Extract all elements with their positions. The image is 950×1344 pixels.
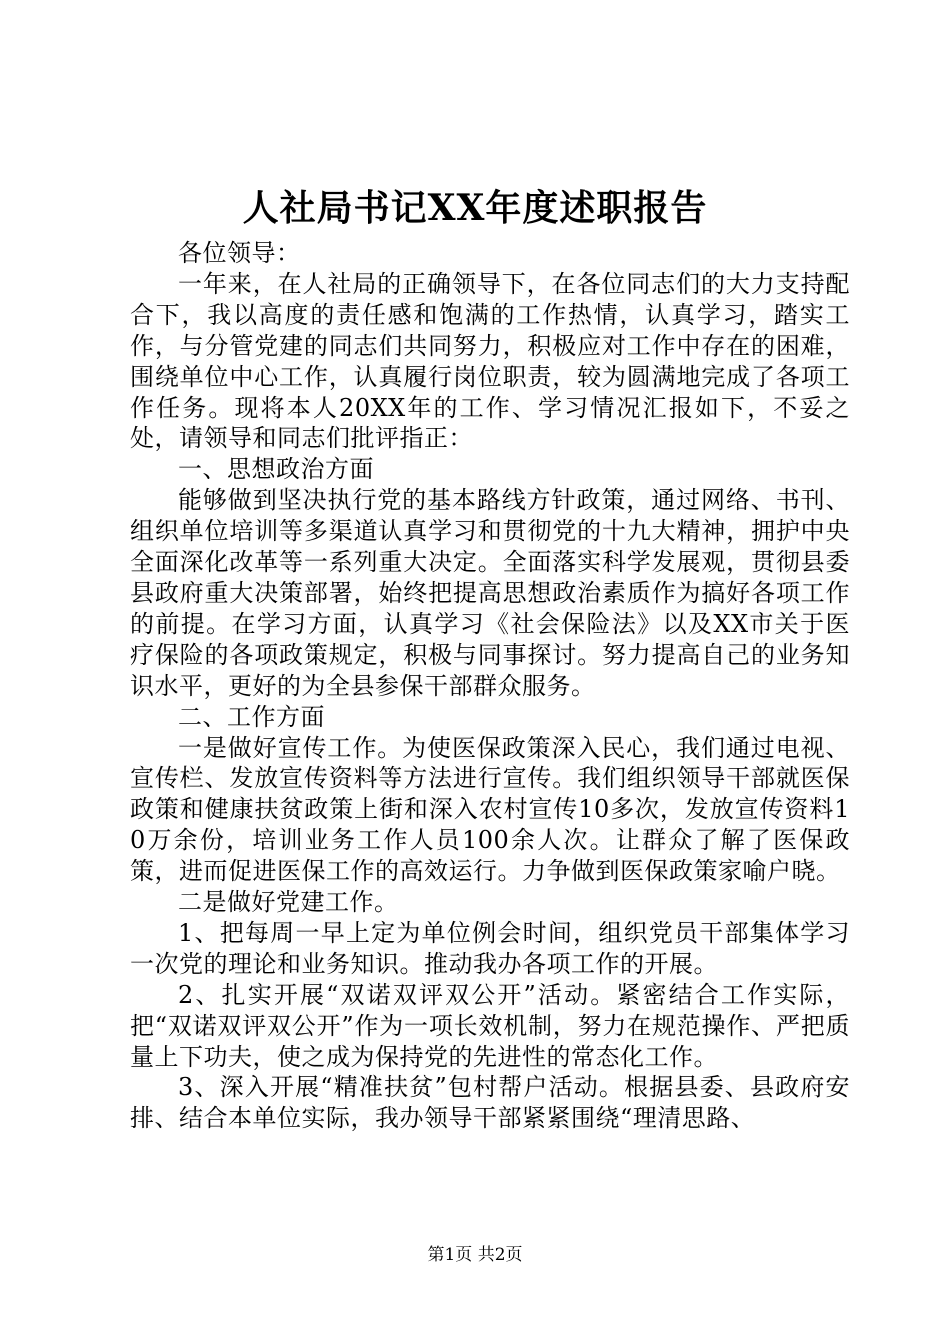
list-item-3: 3、深入开展“精准扶贫”包村帮户活动。根据县委、县政府安排、结合本单位实际，我办领导干部紧紧围绕“理清思路、 xyxy=(130,1073,850,1133)
page-footer: 第1页 共2页 xyxy=(427,1245,523,1265)
list-item-2: 2、扎实开展“双诺双评双公开”活动。紧密结合工作实际，把“双诺双评双公开”作为一项长效机制，努力在规范操作、严把质量上下功夫，使之成为保持党的先进性的常态化工作。 xyxy=(130,980,850,1071)
document-body xyxy=(130,238,850,1134)
section-heading-work: 二、工作方面 xyxy=(178,702,325,731)
political-paragraph: 能够做到坚决执行党的基本路线方针政策，通过网络、书刊、组织单位培训等多渠道认真学习和贯彻党的十九大精神，拥护中央全面深化改革等一系列重大决定。全面落实科学发展观，贯彻县委县政府重大决策部署，始终把提高思想政治素质作为搞好各项工作的前提。在学习方面，认真学习《社会保险法》以及XX市关于医疗保险的各项政策规定，积极与同事探讨。努力提高自己的业务知识水平，更好的为全县参保干部群众服务。 xyxy=(130,486,850,700)
section-heading-political: 一、思想政治方面 xyxy=(178,455,374,484)
intro-paragraph: 一年来，在人社局的正确领导下，在各位同志们的大力支持配合下，我以高度的责任感和饱满的工作热情，认真学习，踏实工作，与分管党建的同志们共同努力，积极应对工作中存在的困难，围绕单位中心工作，认真履行岗位职责，较为圆满地完成了各项工作任务。现将本人20XX年的工作、学习情况汇报如下，不妥之处，请领导和同志们批评指正： xyxy=(130,269,850,453)
document-title: 人社局书记XX年度述职报告 xyxy=(242,187,708,229)
list-item-1: 1、把每周一早上定为单位例会时间，组织党员干部集体学习一次党的理论和业务知识。推动我办各项工作的开展。 xyxy=(130,918,850,978)
party-building-heading: 二是做好党建工作。 xyxy=(178,888,399,917)
salutation: 各位领导： xyxy=(178,239,301,267)
publicity-paragraph: 一是做好宣传工作。为使医保政策深入民心，我们通过电视、宣传栏、发放宣传资料等方法进行宣传。我们组织领导干部就医保政策和健康扶贫政策上街和深入农村宣传10多次，发放宣传资料10万余份，培训业务工作人员100余人次。让群众了解了医保政策，进而促进医保工作的高效运行。力争做到医保政策家喻户晓。 xyxy=(130,733,850,886)
